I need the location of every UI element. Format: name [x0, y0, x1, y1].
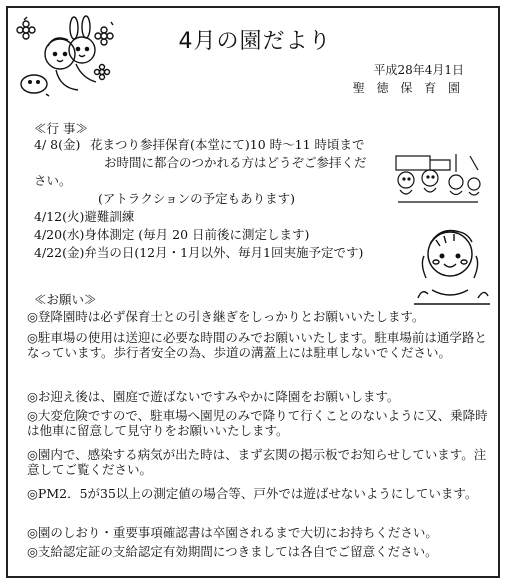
- request-item: ◎登降園時は必ず保育士との引き継ぎをしっかりとお願いいたします。: [27, 309, 425, 324]
- request-item: ◎園内で、感染する病気が出た時は、まず玄関の掲示板でお知らせしています。注意してご覧ください。: [27, 447, 487, 478]
- school-name: 聖 徳 保 育 園: [352, 81, 464, 95]
- waving-child-illustration: [408, 220, 496, 308]
- event-1-continued: お時間に都合のつかれる方はどうぞご参拝くだ: [104, 155, 367, 170]
- request-item: ◎大変危険ですので、駐車場へ園児のみで降りて行くことのないように又、乗降時は他車に留意して見守りをお願いいたします。: [27, 408, 488, 439]
- event-1-date: 4/ 8(金): [34, 137, 81, 152]
- request-item: ◎支給認定証の支給認定有効期間につきましては各自でご留意ください。: [27, 544, 438, 559]
- issue-date: 平成28年4月1日: [373, 63, 464, 77]
- events-heading: ≪行 事≫: [34, 121, 88, 136]
- page-title: 4月の園だより: [178, 29, 332, 54]
- request-item: ◎お迎え後は、園庭で遊ばないですみやかに降園をお願いします。: [27, 389, 400, 404]
- event-2: 4/12(火)避難訓練: [34, 209, 135, 224]
- event-1-text: 花まつり参拝保育(本堂にて)10 時～11 時頃まで: [90, 137, 365, 152]
- children-walking-illustration: [378, 150, 493, 210]
- event-1-continued-2: さい。: [34, 173, 72, 188]
- requests-heading: ≪お願い≫: [34, 292, 97, 307]
- request-item: ◎PM2．5が35以上の測定値の場合等、戸外では遊ばせないようにしています。: [27, 486, 478, 501]
- request-item: ◎園のしおり・重要事項確認書は卒園されるまで大切にお持ちください。: [27, 525, 438, 540]
- event-4: 4/22(金)弁当の日(12月・1月以外、毎月1回実施予定です): [34, 245, 364, 260]
- request-item: ◎駐車場の使用は送迎に必要な時間のみでお願いいたします。駐車場前は通学路となっています。歩行者安全の為、歩道の溝蓋上には駐車しないでください。: [27, 330, 487, 361]
- event-3: 4/20(水)身体測定 (毎月 20 日前後に測定します): [34, 227, 310, 242]
- event-1-note: (アトラクションの予定もあります): [98, 191, 296, 206]
